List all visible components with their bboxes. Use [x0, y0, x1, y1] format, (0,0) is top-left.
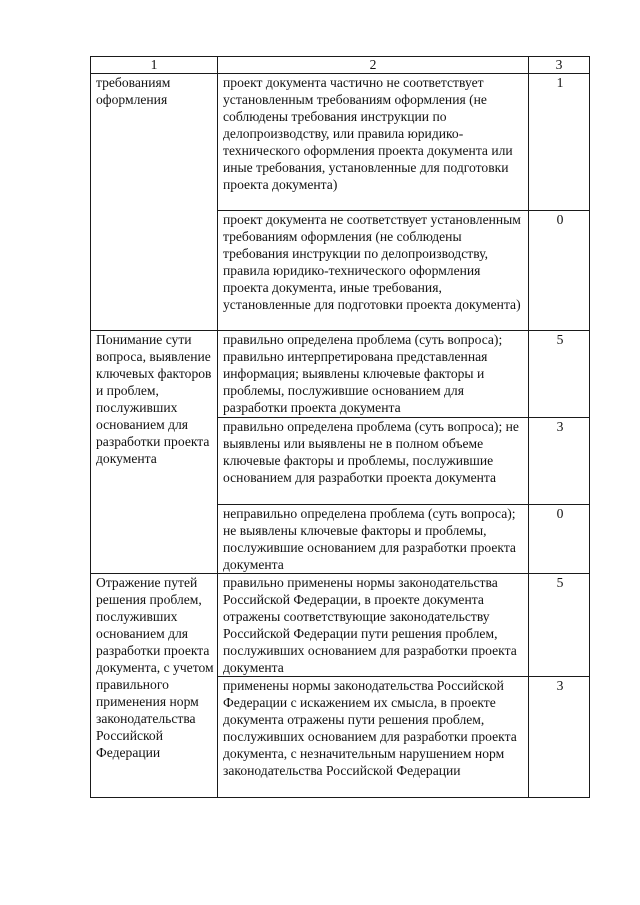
score-cell: 3 — [529, 418, 590, 505]
column-header-3: 3 — [529, 57, 590, 74]
description-cell: проект документа частично не соответствует установленным требованиям оформления (не соблюдены требования инструкции по делопроизводству, или правила юридико-технического оформления проекта документа или иные требования, установленные для подготовки проекта документа) — [218, 74, 529, 211]
description-cell: правильно применены нормы законодательства Российской Федерации, в проекте документа отражены соответствующие законодательству Российской Федерации пути решения проблем, послуживших основанием для разработки проекта документа — [218, 574, 529, 677]
evaluation-criteria-table — [90, 56, 590, 798]
description-cell: применены нормы законодательства Российской Федерации с искажением их смысла, в проекте документа отражены пути решения проблем, послуживших основанием для разработки проекта документа, с незначительным нарушением норм законодательства Российской Федерации — [218, 677, 529, 798]
description-cell: неправильно определена проблема (суть вопроса); не выявлены ключевые факторы и проблемы, послужившие основанием для разработки проекта документа — [218, 505, 529, 574]
column-header-1: 1 — [91, 57, 218, 74]
score-cell: 1 — [529, 74, 590, 211]
score-cell: 3 — [529, 677, 590, 798]
column-header-2: 2 — [218, 57, 529, 74]
description-cell: проект документа не соответствует установленным требованиям оформления (не соблюдены требования инструкции по делопроизводству, правила юридико-технического оформления проекта документа, иные требования, установленные для подготовки проекта документа) — [218, 211, 529, 331]
table-row — [91, 574, 590, 677]
score-cell: 0 — [529, 211, 590, 331]
score-cell: 5 — [529, 574, 590, 677]
description-cell: правильно определена проблема (суть вопроса); не выявлены или выявлены не в полном объеме ключевые факторы и проблемы, послужившие основанием для разработки проекта документа — [218, 418, 529, 505]
criterion-cell: Понимание сути вопроса, выявление ключевых факторов и проблем, послуживших основанием для разработки проекта документа — [91, 331, 218, 574]
criterion-cell: Отражение путей решения проблем, послуживших основанием для разработки проекта документа, с учетом правильного применения норм законодательства Российской Федерации — [91, 574, 218, 798]
score-cell: 5 — [529, 331, 590, 418]
criterion-cell: требованиям оформления — [91, 74, 218, 331]
table-header-row — [91, 57, 590, 74]
description-cell: правильно определена проблема (суть вопроса); правильно интерпретирована представленная информация; выявлены ключевые факторы и проблемы, послужившие основанием для разработки проекта документа — [218, 331, 529, 418]
score-cell: 0 — [529, 505, 590, 574]
table-row — [91, 331, 590, 418]
table-row — [91, 74, 590, 211]
